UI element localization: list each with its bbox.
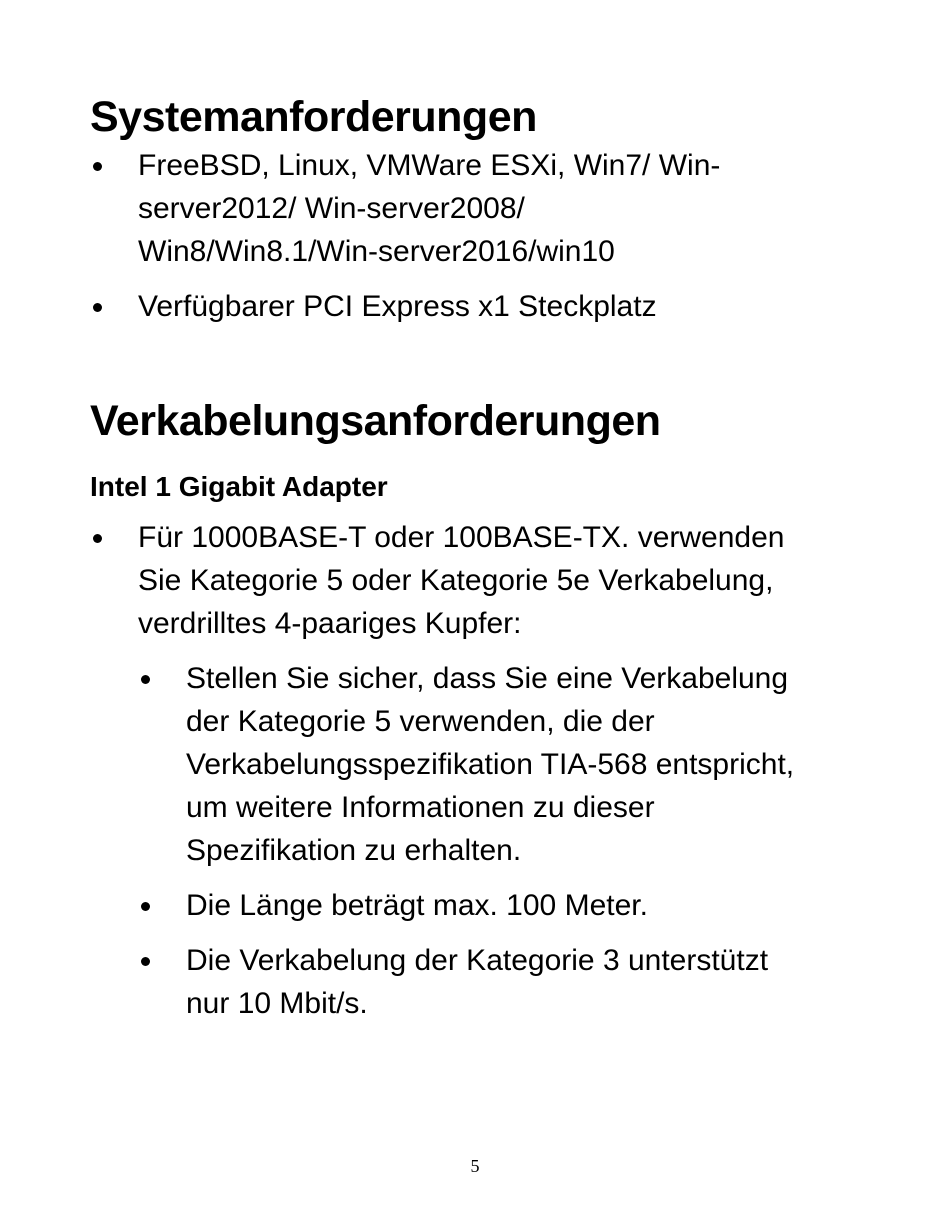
nested-list-item: Die Länge beträgt max. 100 Meter. [138, 884, 810, 927]
nested-list-item: Stellen Sie sicher, dass Sie eine Verkabelung der Kategorie 5 verwenden, die der Verkabelungsspezifikation TIA-568 entspricht, um weitere Informationen zu dieser Spezifikation zu erhalten. [138, 657, 810, 872]
section-title-cabling-requirements: Verkabelungsanforderungen [90, 396, 661, 445]
section-title-system-requirements: Systemanforderungen [90, 93, 537, 141]
nested-list-item: Die Verkabelung der Kategorie 3 unterstützt nur 10 Mbit/s. [138, 939, 810, 1025]
list-item [90, 516, 870, 1025]
adapter-subtitle: Intel 1 Gigabit Adapter [90, 471, 388, 503]
list-item-text: Für 1000BASE-T oder 100BASE-TX. verwenden Sie Kategorie 5 oder Kategorie 5e Verkabelung, verdrilltes 4-paariges Kupfer: [138, 520, 785, 640]
system-requirements-list [90, 144, 870, 328]
page-number: 5 [470, 1156, 480, 1176]
list-item: Verfügbarer PCI Express x1 Steckplatz [90, 285, 870, 328]
document-page [90, 92, 870, 1025]
cabling-requirements-list [90, 516, 870, 1025]
list-item: FreeBSD, Linux, VMWare ESXi, Win7/ Win-server2012/ Win-server2008/ Win8/Win8.1/Win-server2016/win10 [90, 144, 870, 273]
nested-list [138, 657, 810, 1025]
